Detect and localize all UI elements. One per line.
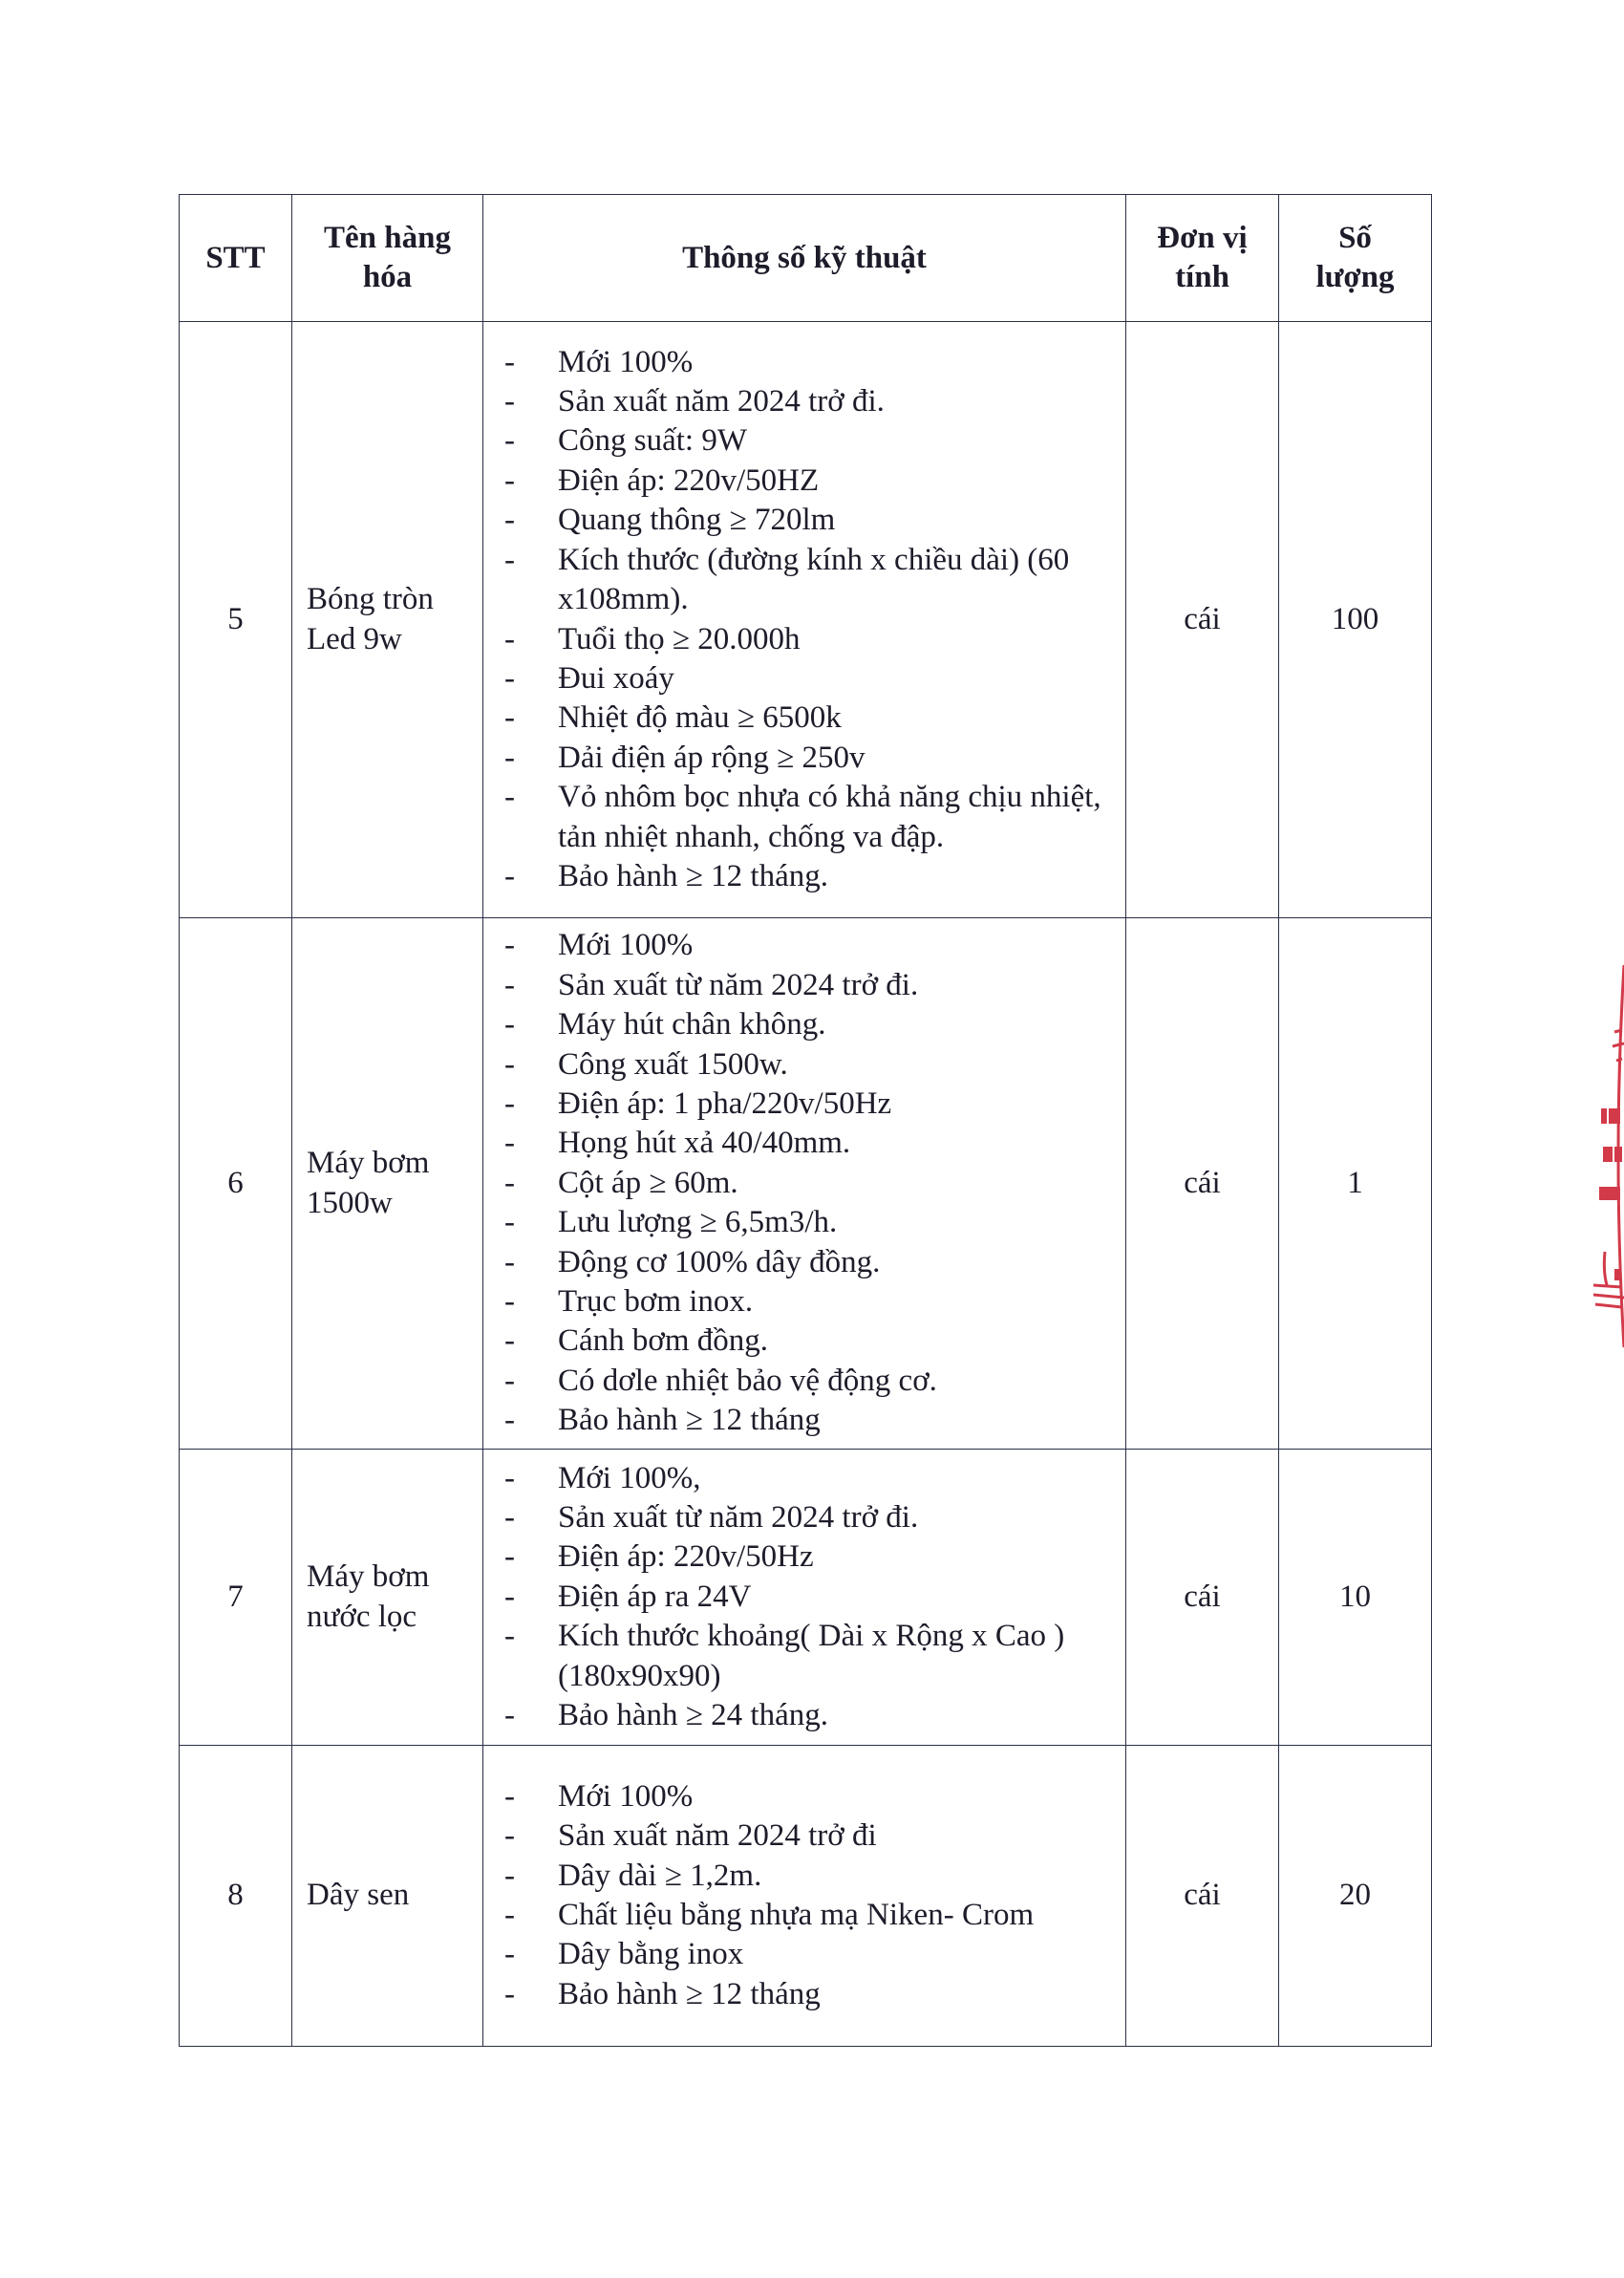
row-item-name [292,918,483,1450]
spec-item: - Trục bơm inox. [497,1282,1122,1322]
spec-item: - Sản xuất từ năm 2024 trở đi. [497,966,1122,1005]
spec-item: - Lưu lượng ≥ 6,5m3/h. [497,1203,1122,1242]
row-stt: 7 [180,1450,292,1746]
row-qty: 20 [1279,1746,1432,2047]
spec-item: - Bảo hành ≥ 12 tháng [497,1401,1122,1440]
spec-item: - Điện áp: 220v/50HZ [497,462,1122,501]
spec-item: - Mới 100%, [497,1459,1122,1498]
spec-item: - Kích thước (đường kính x chiều dài) (60 x108mm). [497,541,1122,620]
spec-item: - Sản xuất năm 2024 trở đi [497,1816,1122,1856]
spec-item: - Cột áp ≥ 60m. [497,1164,1122,1203]
seal-mark [1601,1108,1607,1124]
row-item-name [292,1746,483,2047]
spec-item: - Điện áp ra 24V [497,1578,1122,1617]
spec-list [497,1459,1122,1736]
spec-item: - Dây bằng inox [497,1935,1122,1974]
seal-mark [1614,1269,1620,1280]
row-specs [483,918,1126,1450]
spec-item: - Dải điện áp rộng ≥ 250v [497,739,1122,778]
row-specs [483,1746,1126,2047]
row-specs [483,1450,1126,1746]
table-row [180,1450,1432,1746]
spec-item: - Bảo hành ≥ 24 tháng. [497,1696,1122,1735]
spec-item: - Cánh bơm đồng. [497,1322,1122,1361]
header-unit [1126,195,1279,322]
spec-item: - Công xuất 1500w. [497,1045,1122,1085]
spec-item: - Chất liệu bằng nhựa mạ Niken- Crom [497,1896,1122,1935]
spec-item: - Sản xuất năm 2024 trở đi. [497,382,1122,421]
spec-item: - Mới 100% [497,1777,1122,1816]
header-row [180,195,1432,322]
row-unit: cái [1126,918,1279,1450]
row-stt: 6 [180,918,292,1450]
header-name-line: hóa [362,260,413,294]
item-name-line: Bóng tròn [307,582,434,617]
spec-item: - Động cơ 100% dây đồng. [497,1243,1122,1282]
table-row [180,918,1432,1450]
spec-list [497,926,1122,1440]
item-name-line: Máy bơm [307,1146,430,1181]
row-stt: 8 [180,1746,292,2047]
spec-item: - Bảo hành ≥ 12 tháng. [497,857,1122,896]
header-name [292,195,483,322]
item-name-line: Máy bơm [307,1559,430,1595]
item-name-line: nước lọc [307,1599,417,1634]
item-name-line: Led 9w [307,621,402,656]
row-item-name [292,322,483,918]
header-qty-line: Số [1338,221,1372,255]
spec-item: - Kích thước khoảng( Dài x Rộng x Cao ) (180x90x90) [497,1617,1122,1696]
spec-item: - Họng hút xả 40/40mm. [497,1124,1122,1163]
seal-mark [1614,1147,1622,1162]
header-qty-line: lượng [1315,260,1395,294]
seal-mark [1603,1147,1613,1162]
header-qty [1279,195,1432,322]
row-unit: cái [1126,322,1279,918]
item-name-line: 1500w [307,1185,393,1220]
spec-item: - Điện áp: 220v/50Hz [497,1537,1122,1577]
spec-list [497,343,1122,897]
spec-item: - Vỏ nhôm bọc nhựa có khả năng chịu nhiệt, tản nhiệt nhanh, chống va đập. [497,778,1122,857]
partial-seal-stamp [1546,956,1624,1357]
spec-item: - Mới 100% [497,343,1122,382]
row-item-name [292,1450,483,1746]
header-specs: Thông số kỹ thuật [483,195,1126,322]
row-specs [483,322,1126,918]
spec-item: - Nhiệt độ màu ≥ 6500k [497,698,1122,738]
spec-item: - Tuổi thọ ≥ 20.000h [497,620,1122,659]
spec-item: - Có dơle nhiệt bảo vệ động cơ. [497,1362,1122,1401]
row-unit: cái [1126,1746,1279,2047]
header-name-line: Tên hàng [324,221,451,255]
seal-mark [1604,1252,1607,1285]
table-row [180,322,1432,918]
spec-item: - Dây dài ≥ 1,2m. [497,1857,1122,1896]
specification-table [179,194,1432,2047]
spec-item: - Mới 100% [497,926,1122,965]
spec-list [497,1777,1122,2014]
seal-mark [1599,1187,1620,1200]
spec-item: - Công suất: 9W [497,421,1122,461]
row-qty: 100 [1279,322,1432,918]
spec-item: - Máy hút chân không. [497,1005,1122,1044]
row-stt: 5 [180,322,292,918]
seal-mark [1593,1285,1624,1307]
row-qty: 1 [1279,918,1432,1450]
spec-item: - Bảo hành ≥ 12 tháng [497,1975,1122,2014]
header-stt: STT [180,195,292,322]
header-unit-line: Đơn vị [1157,221,1248,255]
spec-item: - Đui xoáy [497,659,1122,698]
item-name-line: Dây sen [307,1878,410,1913]
seal-mark [1609,1108,1620,1124]
table-row [180,1746,1432,2047]
spec-item: - Sản xuất từ năm 2024 trở đi. [497,1498,1122,1537]
row-unit: cái [1126,1450,1279,1746]
header-unit-line: tính [1175,260,1229,294]
spec-item: - Điện áp: 1 pha/220v/50Hz [497,1085,1122,1124]
spec-item: - Quang thông ≥ 720lm [497,501,1122,540]
row-qty: 10 [1279,1450,1432,1746]
seal-mark [1613,1030,1624,1061]
